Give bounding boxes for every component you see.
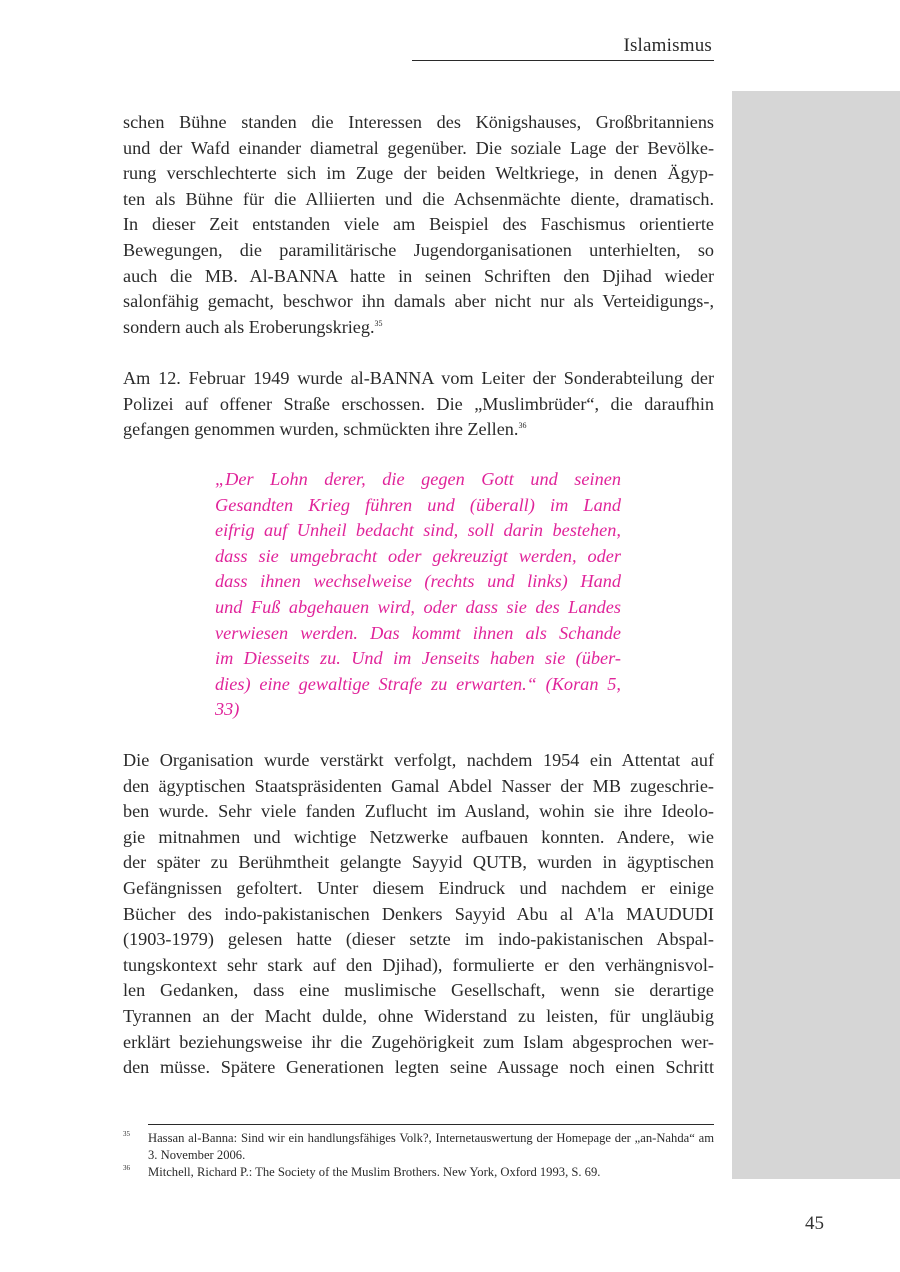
paragraph-1: [123, 110, 714, 340]
text-line: auch die MB. Al-BANNA hatte in seinen Schriften den Djihad wieder: [123, 265, 714, 286]
page-number: 45: [805, 1213, 824, 1234]
paragraph-3: [123, 748, 714, 1081]
text-line: und der Wafd einander diametral gegenüber. Die soziale Lage der Bevölke-: [123, 137, 714, 158]
footnote-ref-35[interactable]: 35: [374, 318, 383, 328]
text-line: len Gedanken, dass eine muslimische Gesellschaft, wenn sie derartige: [123, 980, 714, 1001]
text-line: In dieser Zeit entstanden viele am Beispiel des Faschismus orientierte: [123, 214, 714, 235]
text-line: gefangen genommen wurden, schmückten ihre Zellen.: [123, 419, 519, 440]
text-line: rung verschlechterte sich im Zuge der beiden Weltkriege, in denen Ägyp-: [123, 163, 714, 184]
margin-gray-bar: [732, 91, 900, 1179]
quote-line: 33): [215, 699, 240, 720]
quote-line: verwiesen werden. Das kommt ihnen als Schande: [215, 622, 621, 643]
text-line: Bewegungen, die paramilitärische Jugendorganisationen unterhielten, so: [123, 239, 714, 260]
quote-line: „Der Lohn derer, die gegen Gott und seinen: [215, 469, 621, 489]
text-line: Tyrannen an der Macht dulde, ohne Widerstand zu leisten, für ungläubig: [123, 1005, 714, 1026]
quote-line: eifrig auf Unheil bedacht sind, soll darin bestehen,: [215, 520, 621, 541]
footnote-number: 35: [123, 1130, 130, 1138]
text-line: (1903-1979) gelesen hatte (dieser setzte im indo-pakistanischen Abspal-: [123, 929, 714, 950]
koran-quote-block: [215, 467, 621, 723]
quote-line: dass ihnen wechselweise (rechts und links) Hand: [215, 571, 621, 592]
text-line: erklärt beziehungsweise ihr die Zugehörigkeit zum Islam abgesprochen wer-: [123, 1031, 714, 1052]
text-line: ben wurde. Sehr viele fanden Zuflucht im Ausland, wohin sie ihre Ideolo-: [123, 801, 714, 822]
paragraph-2: [123, 366, 714, 443]
text-line: Am 12. Februar 1949 wurde al-BANNA vom Leiter der Sonderabteilung der: [123, 368, 714, 388]
text-line: der später zu Berühmtheit gelangte Sayyid QUTB, wurden in ägyptischen: [123, 852, 714, 873]
quote-line: dies) eine gewaltige Strafe zu erwarten.“ (Koran 5,: [215, 673, 621, 694]
quote-line: dass sie umgebracht oder gekreuzigt werden, oder: [215, 545, 621, 566]
running-header-title: Islamismus: [623, 35, 712, 56]
footnote-text: Hassan al-Banna: Sind wir ein handlungsfähiges Volk?, Internetauswertung der Homepage der „an-Nahda“ am 3. November 2006.: [148, 1131, 714, 1162]
footnote-number: 36: [123, 1163, 130, 1172]
quote-line: Gesandten Krieg führen und (überall) im Land: [215, 494, 621, 515]
text-line: ten als Bühne für die Alliierten und die Achsenmächte diente, dramatisch.: [123, 188, 714, 209]
footnote-35: [123, 1130, 714, 1164]
text-line: Bücher des indo-pakistanischen Denkers Sayyid Abu al A'la MAUDUDI: [123, 903, 714, 924]
text-line: sondern auch als Eroberungskrieg.: [123, 316, 375, 337]
footnotes: [123, 1130, 714, 1180]
text-line: den ägyptischen Staatspräsidenten Gamal Abdel Nasser der MB zugeschrie-: [123, 775, 714, 796]
text-line: schen Bühne standen die Interessen des Königshauses, Großbritanniens: [123, 112, 714, 132]
quote-line: und Fuß abgehauen wird, oder dass sie des Landes: [215, 596, 621, 617]
text-line-with-footnote: [123, 417, 714, 443]
text-line: Gefängnissen gefoltert. Unter diesem Eindruck und nachdem er einige: [123, 877, 714, 898]
text-line: den müsse. Spätere Generationen legten seine Aussage noch einen Schritt: [123, 1057, 714, 1078]
footnote-rule: [148, 1124, 714, 1125]
text-line-with-footnote: [123, 315, 714, 341]
header-rule: [412, 60, 714, 61]
footnote-36: [123, 1164, 714, 1181]
text-line: Polizei auf offener Straße erschossen. Die „Muslimbrüder“, die daraufhin: [123, 393, 714, 414]
footnote-ref-36[interactable]: 36: [518, 421, 527, 431]
text-line: tungskontext sehr stark auf den Djihad), formulierte er den verhängnisvol-: [123, 954, 714, 975]
text-line: gie mitnahmen und wichtige Netzwerke aufbauen konnten. Andere, wie: [123, 826, 714, 847]
text-line: salonfähig gemacht, beschwor ihn damals aber nicht nur als Verteidigungs-,: [123, 291, 714, 312]
quote-line: im Diesseits zu. Und im Jenseits haben sie (über-: [215, 648, 621, 669]
text-line: Die Organisation wurde verstärkt verfolgt, nachdem 1954 ein Attentat auf: [123, 750, 714, 770]
footnote-text: Mitchell, Richard P.: The Society of the Muslim Brothers. New York, Oxford 1993, S. 69.: [148, 1164, 601, 1179]
